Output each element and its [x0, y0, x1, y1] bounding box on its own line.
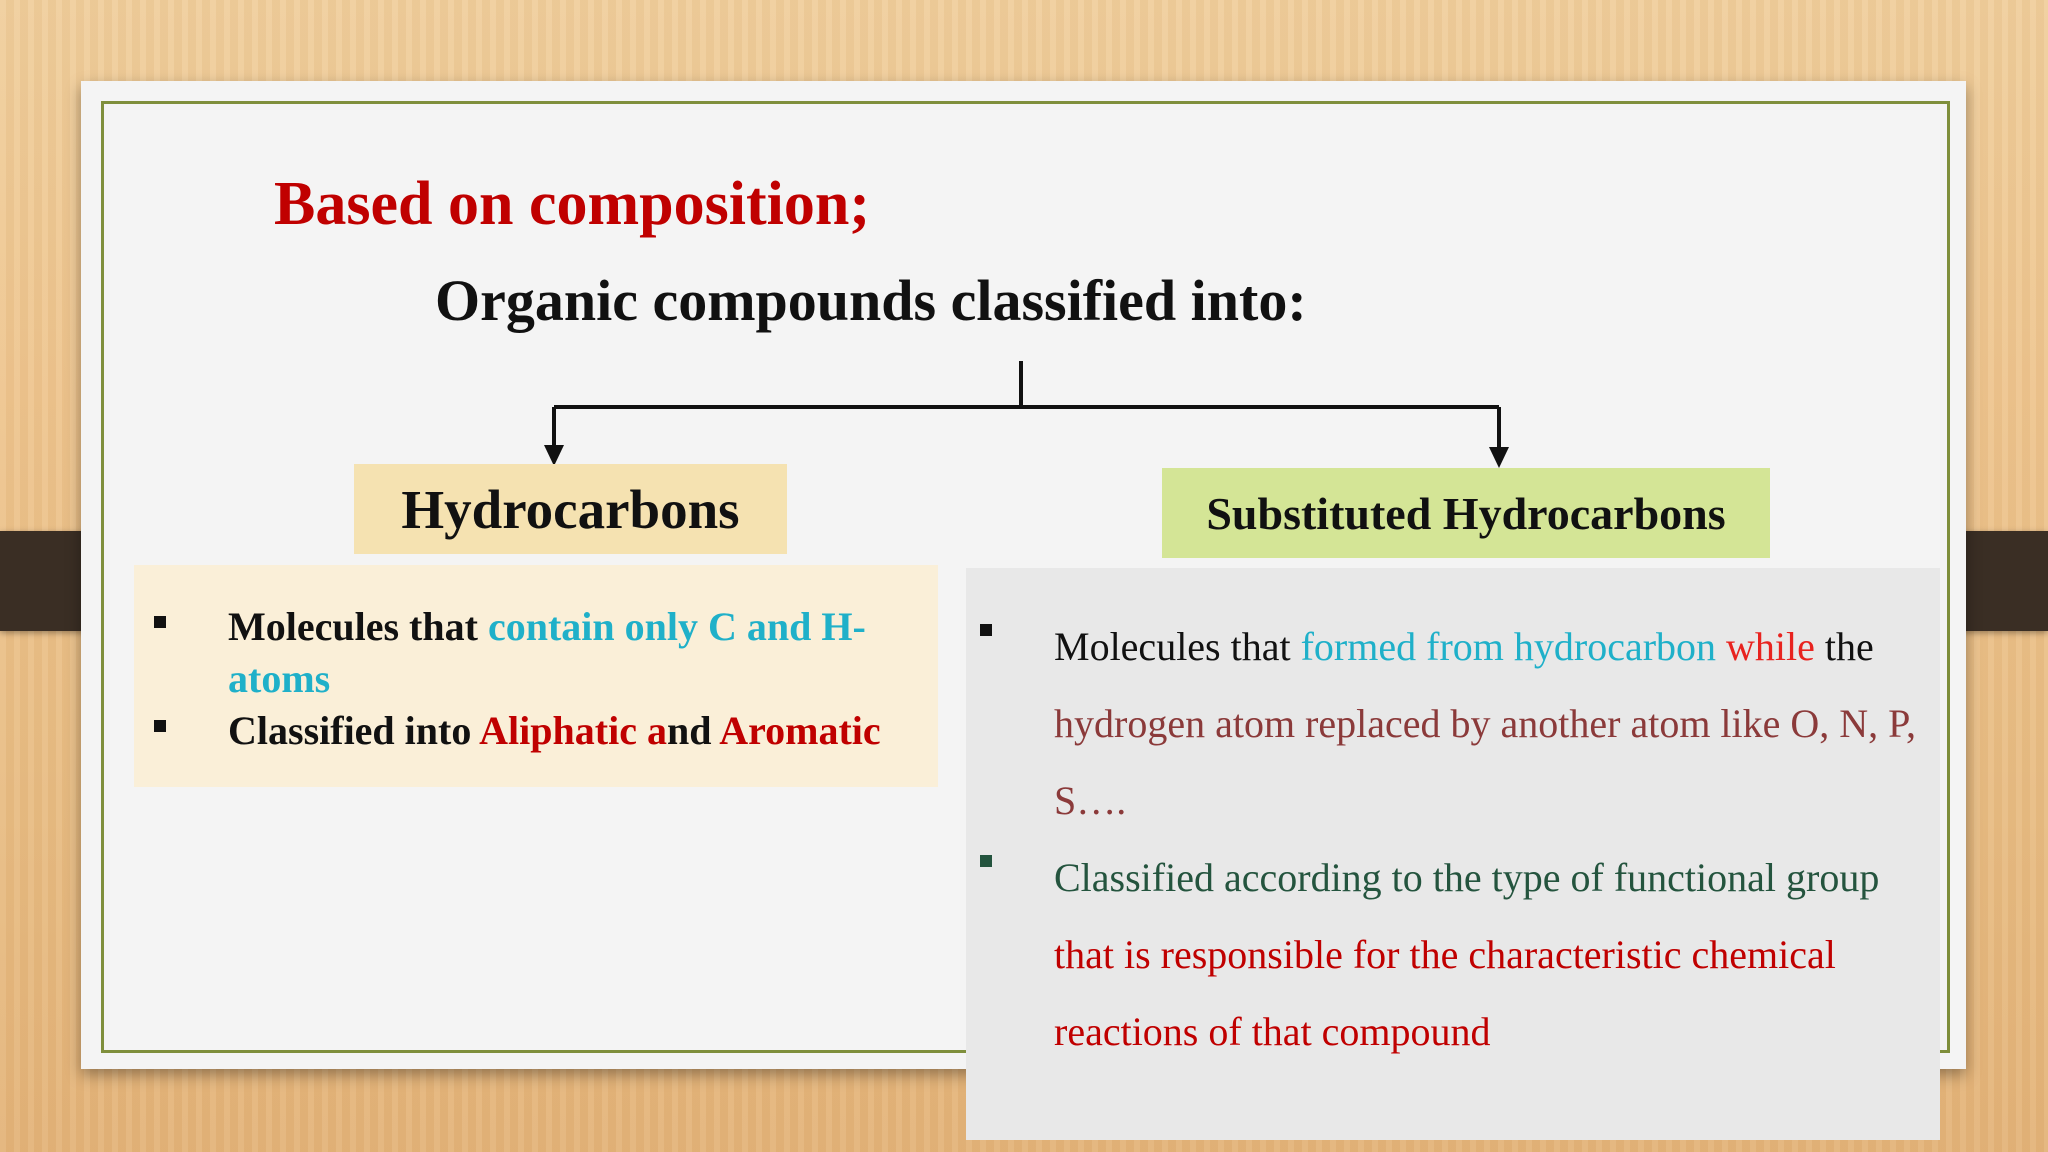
bullet-highlight-aliphatic: Aliphatic a	[479, 708, 667, 753]
substituted-hydrocarbons-panel	[966, 568, 1940, 1140]
substituted-bullet-1	[980, 608, 1920, 839]
hydrocarbons-bullet-2	[154, 705, 908, 757]
slide-subheading: Organic compounds classified into:	[435, 268, 1307, 333]
bullet-text: Classified into	[228, 708, 480, 753]
square-bullet-icon	[980, 624, 992, 636]
bullet-highlight: contain only C and H-atoms	[228, 604, 866, 701]
substituted-bullet-list	[980, 608, 1920, 1070]
slide	[81, 81, 1966, 1069]
bullet-text-responsible: that is responsible for the characteristic chemical reactions of that compound	[1054, 932, 1836, 1054]
substituted-bullet-2	[980, 839, 1920, 1070]
square-bullet-icon	[154, 720, 166, 732]
bullet-highlight: formed from hydrocarbon	[1300, 624, 1727, 669]
bullet-text: the	[1814, 624, 1874, 669]
square-bullet-icon	[154, 616, 166, 628]
bullet-text: nd	[666, 708, 720, 753]
hydrocarbons-label: Hydrocarbons	[354, 464, 787, 554]
bullet-text: Molecules that	[228, 604, 488, 649]
bullet-highlight-aromatic: Aromatic	[719, 708, 881, 753]
bullet-highlight-while: while	[1726, 624, 1815, 669]
bullet-text: Classified according to the type of functional group	[1054, 855, 1880, 900]
bullet-text-replaced: hydrogen atom replaced by another atom like O, N, P, S….	[1054, 701, 1916, 823]
substituted-hydrocarbons-label: Substituted Hydrocarbons	[1162, 468, 1770, 558]
hydrocarbons-panel	[134, 565, 938, 787]
square-bullet-icon	[980, 855, 992, 867]
hydrocarbons-bullet-1	[154, 601, 908, 705]
hydrocarbons-bullet-list	[154, 601, 908, 757]
slide-heading: Based on composition;	[274, 170, 870, 238]
bullet-text: Molecules that	[1054, 624, 1301, 669]
